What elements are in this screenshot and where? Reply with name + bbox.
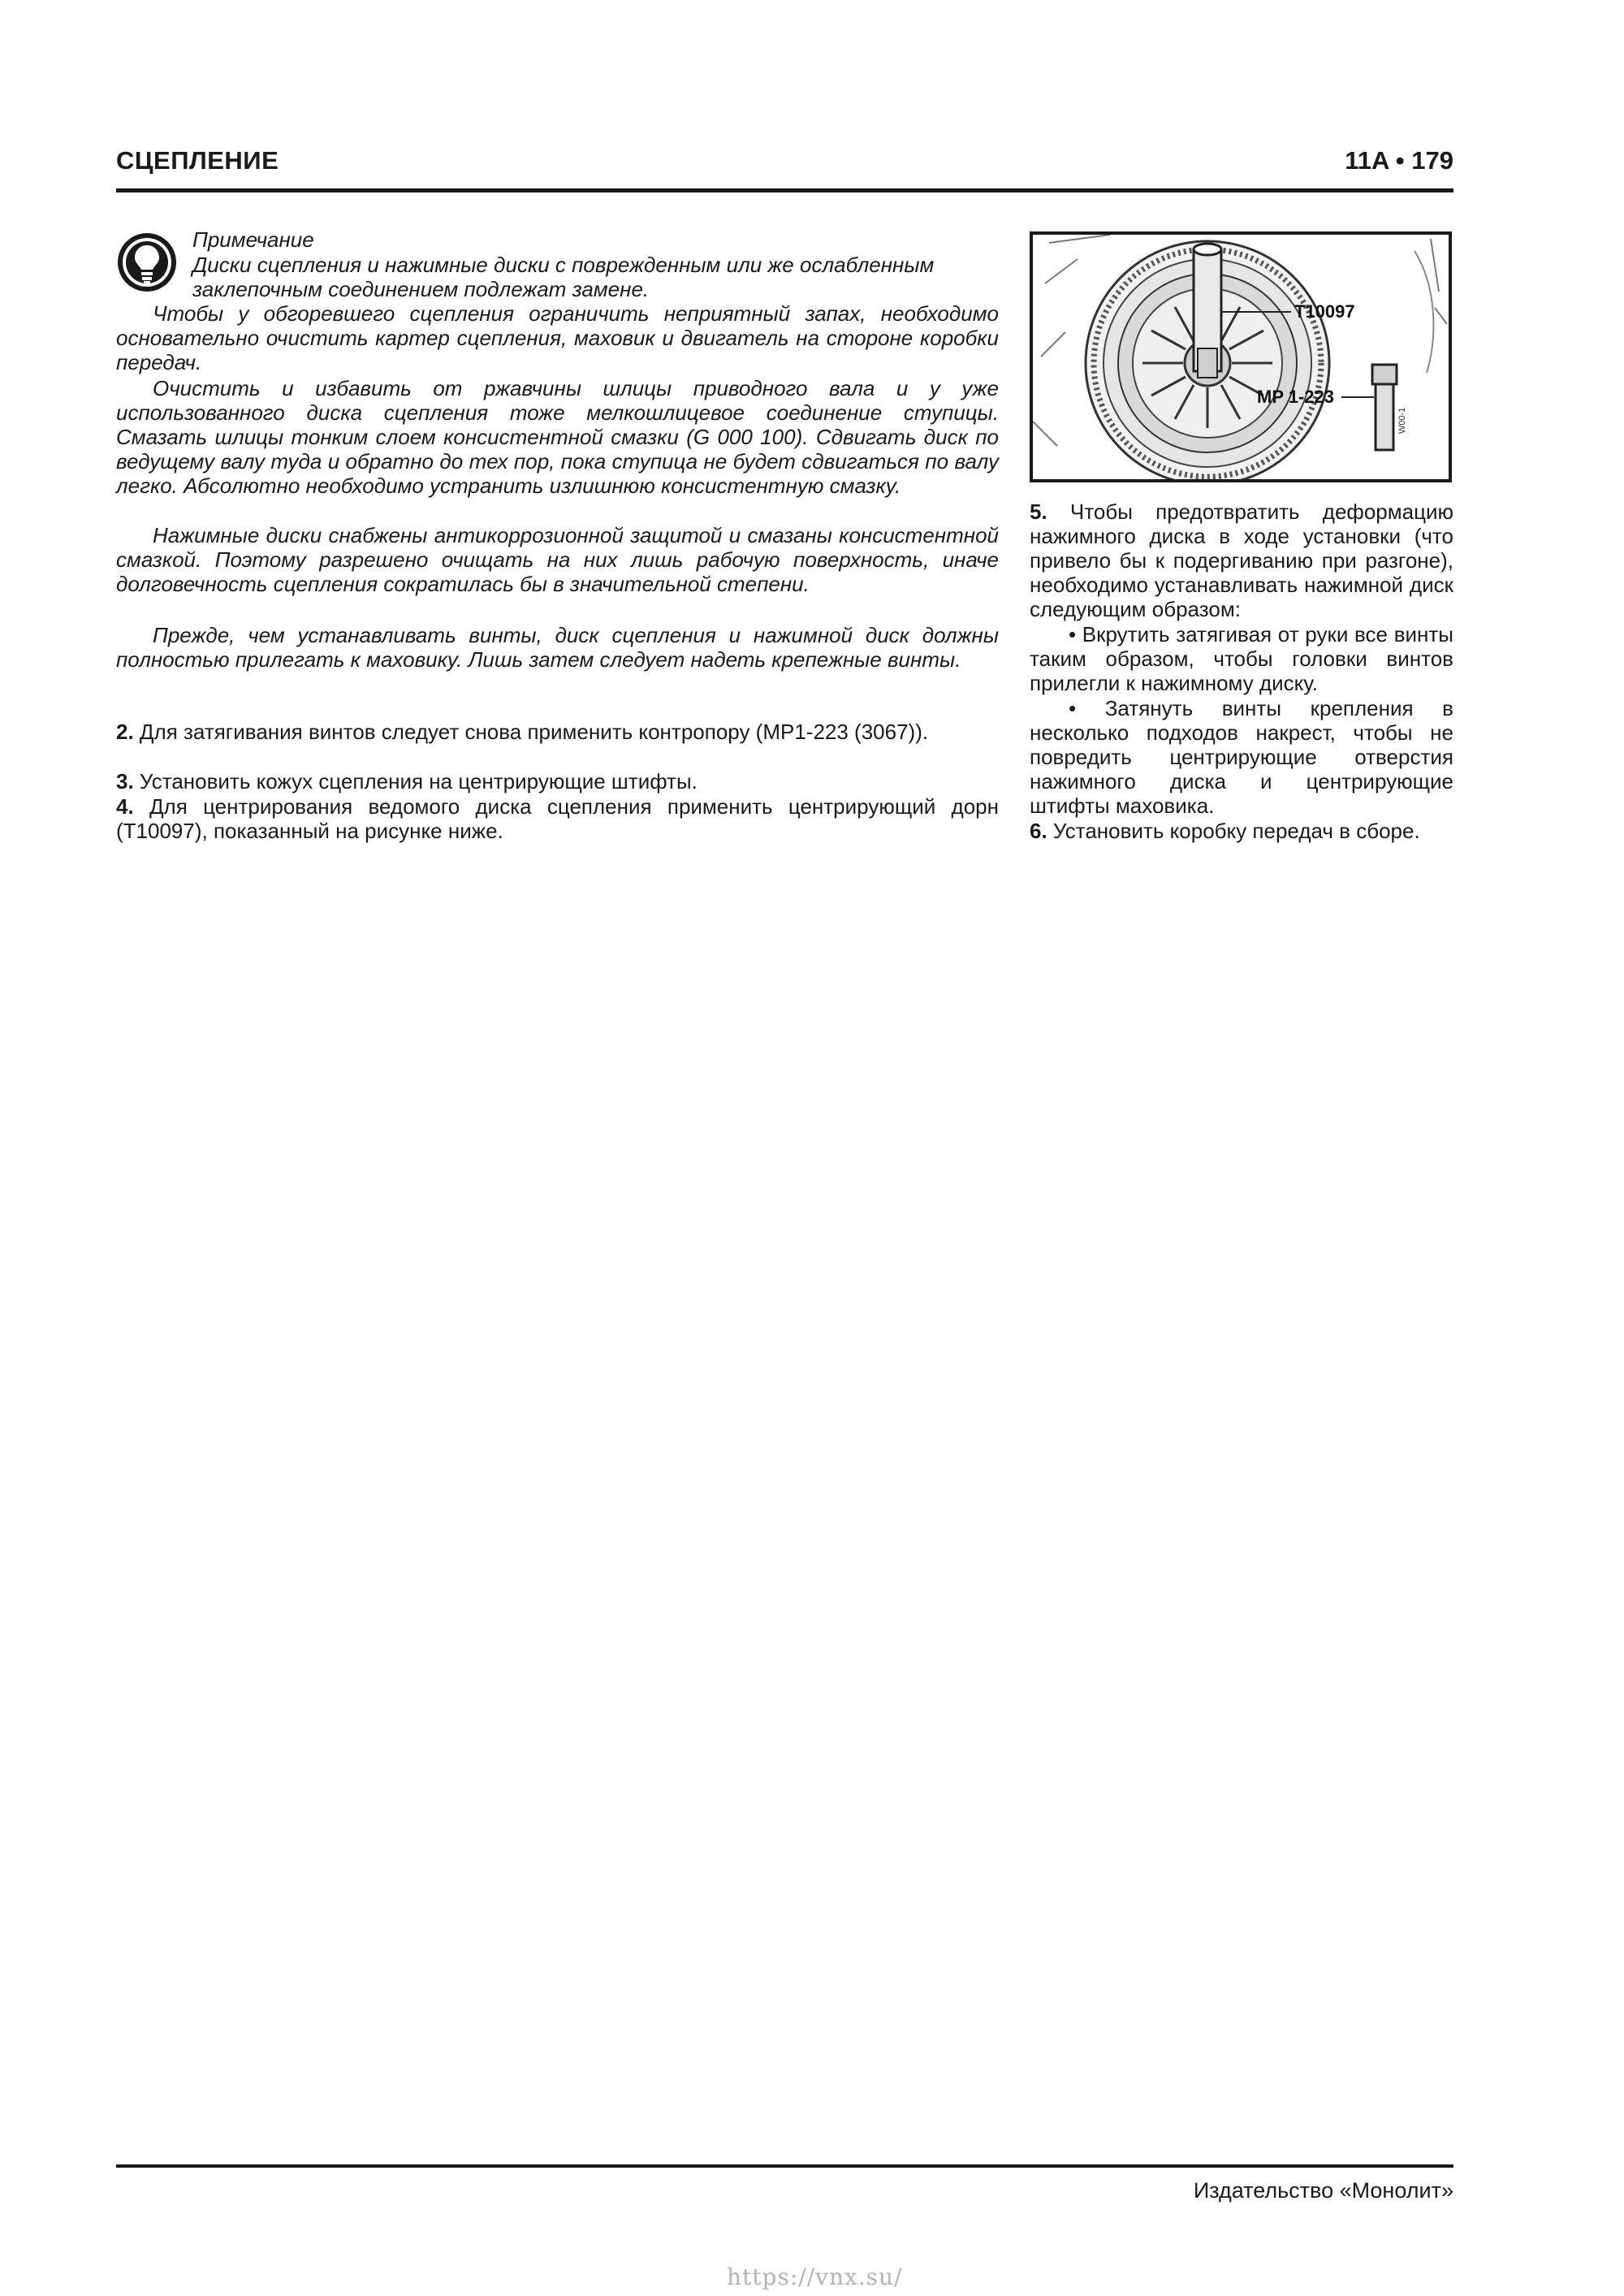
clutch-figure (1030, 231, 1452, 482)
step-2 (116, 720, 999, 744)
figure-code: W00-1 (1397, 407, 1407, 434)
step-text: Установить коробку передач в сборе. (1052, 819, 1420, 843)
publisher-name: Издательство «Монолит» (1193, 2178, 1453, 2203)
bullet-item (1030, 696, 1453, 818)
watermark-url: https://vnx.su/ (727, 2264, 903, 2290)
lightbulb-icon (116, 231, 178, 293)
label-mp1-223: MP 1-223 (1257, 387, 1334, 407)
note-text: Диски сцепления и нажимные диски с поврежденным или же ослабленным заклепочным соединением подлежат замене. (192, 253, 935, 301)
step-number: 2. (116, 720, 134, 744)
bullet-icon: • (1069, 696, 1077, 720)
page-number: 11A • 179 (1345, 146, 1453, 175)
clutch-illustration (1033, 235, 1449, 479)
step-number: 5. (1030, 499, 1047, 524)
step-text: Чтобы предотвратить деформацию нажимного диска в ходе установки (что привело бы к подергиванию при разгоне), необходимо устанавливать нажимной диск следующим образом: (1030, 499, 1453, 621)
step-text: Для центрирования ведомого диска сцепления применить центрирующий дорн (T10097), показанный на рисунке ниже. (116, 794, 999, 843)
step-number: 3. (116, 769, 134, 793)
bullet-text: Вкрутить затягивая от руки все винты таким образом, чтобы головки винтов прилегли к нажимному диску. (1030, 622, 1453, 695)
step-6 (1030, 819, 1453, 843)
step-4 (116, 794, 999, 843)
step-text: Для затягивания винтов следует снова применить контропору (MP1-223 (3067)). (139, 720, 929, 744)
footer-divider (116, 2164, 1453, 2168)
step-text: Установить кожух сцепления на центрирующие штифты. (139, 769, 698, 793)
bullet-item (1030, 622, 1453, 695)
step-number: 4. (116, 794, 134, 819)
step-number: 6. (1030, 819, 1047, 843)
paragraph-splines: Очистить и избавить от ржавчины шлицы приводного вала и у уже использованного диска сцепления тоже мелкошлицевое соединение ступицы. Смазать шлицы тонким слоем консистентной смазки (G 000 100). Сдвигать диск по ведущему валу туда и обратно до тех пор, пока ступица не будет сдвигаться по валу легко. Абсолютно необходимо устранить излишнюю консистентную смазку. (116, 376, 999, 498)
header-divider (116, 188, 1453, 192)
section-title: СЦЕПЛЕНИЕ (116, 146, 279, 175)
bullet-text: Затянуть винты крепления в несколько подходов накрест, чтобы не повредить центрирующие отверстия нажимного диска и центрирующие штифты маховика. (1030, 696, 1453, 818)
step-3 (116, 769, 999, 793)
note-title: Примечание (192, 227, 314, 252)
paragraph-pressure-plates: Нажимные диски снабжены антикоррозионной защитой и смазаны консистентной смазкой. Поэтому разрешено очищать на них лишь рабочую поверхность, иначе долговечность сцепления сократилась бы в значительной степени. (116, 523, 999, 596)
paragraph-odor: Чтобы у обгоревшего сцепления ограничить неприятный запах, необходимо основательно очистить картер сцепления, маховик и двигатель на стороне коробки передач. (116, 301, 999, 374)
paragraph-before-screws: Прежде, чем устанавливать винты, диск сцепления и нажимной диск должны полностью прилегать к маховику. Лишь затем следует надеть крепежные винты. (116, 623, 999, 672)
bullet-icon: • (1069, 622, 1077, 646)
label-t10097: T10097 (1294, 301, 1355, 322)
step-5 (1030, 499, 1453, 621)
